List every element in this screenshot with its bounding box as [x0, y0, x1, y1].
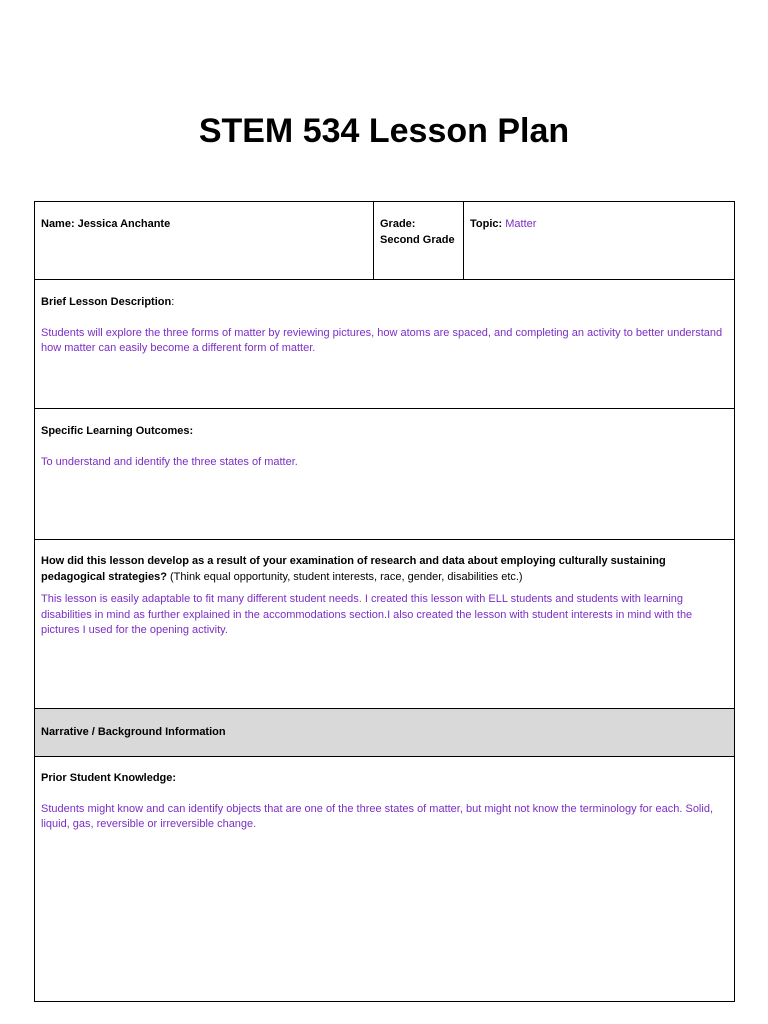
topic-cell [464, 202, 735, 280]
narrative-cell [35, 709, 735, 757]
culture-row [35, 540, 735, 709]
page-title: STEM 534 Lesson Plan [198, 112, 570, 150]
topic-label: Topic: [470, 218, 503, 230]
prior-knowledge-text: Students might know and can identify objects that are one of the three states of matter, but might not know the terminology for each. Solid, liquid, gas, reversible or irreversible change. [41, 802, 713, 830]
description-label-suffix: : [171, 296, 175, 308]
prior-knowledge-label: Prior Student Knowledge: [41, 772, 177, 784]
narrative-row [35, 709, 735, 757]
outcomes-text: To understand and identify the three states of matter. [41, 455, 298, 468]
outcomes-row [35, 409, 735, 540]
description-label: Brief Lesson Description [41, 296, 172, 308]
lesson-plan-table [34, 201, 735, 1002]
narrative-heading: Narrative / Background Information [41, 725, 226, 738]
topic-value: Matter [505, 218, 537, 230]
header-row [35, 202, 735, 280]
name-cell [35, 202, 374, 280]
grade-value: Second Grade [380, 233, 455, 246]
description-text: Students will explore the three forms of matter by reviewing pictures, how atoms are spaced, and completing an activity to better understand how matter can easily become a different form of matter. [41, 326, 723, 354]
culture-cell [35, 540, 735, 709]
description-cell [35, 280, 735, 409]
description-row [35, 280, 735, 409]
culture-question: How did this lesson develop as a result of your examination of research and data about employing culturally sustaining pedagogical strategies? [41, 555, 666, 583]
teacher-name: Name: Jessica Anchante [41, 218, 171, 230]
culture-hint: (Think equal opportunity, student interests, race, gender, disabilities etc.) [166, 570, 523, 583]
outcomes-cell [35, 409, 735, 540]
grade-label: Grade: [380, 218, 416, 230]
grade-cell [374, 202, 464, 280]
outcomes-label: Specific Learning Outcomes: [41, 425, 194, 437]
prior-knowledge-cell [35, 757, 735, 1002]
prior-knowledge-row [35, 757, 735, 1002]
culture-text: This lesson is easily adaptable to fit many different student needs. I created this lesson with ELL students and students with learning disabilities in mind as further explained in the accommodations section.I also created the lesson with student interests in mind with the pictures I used for the opening activity. [41, 593, 693, 636]
